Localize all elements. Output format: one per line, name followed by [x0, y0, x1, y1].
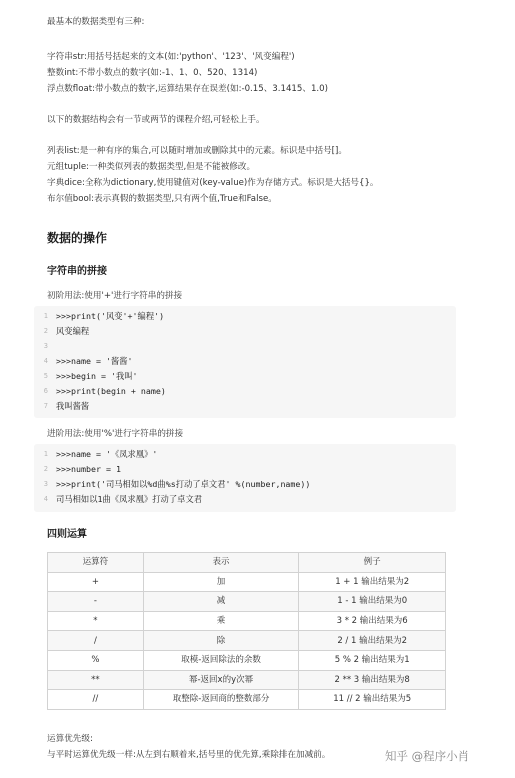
table-row [48, 631, 446, 651]
table-row [48, 611, 446, 631]
watermark: 知乎 @程序小肖 [385, 749, 470, 763]
table-cell: 幂-返回x的y次幂 [143, 670, 299, 690]
code-line: 1 >>>print('风变'+'编程') [43, 311, 165, 321]
subsection-title-concat: 字符串的拼接 [47, 266, 107, 277]
type-float: 浮点数float:带小数点的数字,运算结果存在误差(如:-0.15、3.1415、1.0) [47, 84, 328, 94]
type-list: 列表list:是一种有序的集合,可以随时增加或删除其中的元素。标识是中括号[]。 [47, 146, 347, 156]
advanced-usage-text: 进阶用法:使用'%'进行字符串的拼接 [47, 429, 184, 439]
code-block-advanced [34, 444, 456, 512]
table-cell: 减 [143, 592, 299, 612]
intro-heading: 最基本的数据类型有三种: [47, 17, 145, 27]
code-block-basic [34, 306, 456, 418]
table-cell: + [48, 572, 144, 592]
code-line: 7 我叫酱酱 [43, 401, 90, 411]
type-bool: 布尔值bool:表示真假的数据类型,只有两个值,True和False。 [47, 194, 277, 204]
type-tuple: 元组tuple:一种类似列表的数据类型,但是不能被修改。 [47, 162, 256, 172]
code-line: 2 >>>number = 1 [43, 464, 121, 474]
table-cell: / [48, 631, 144, 651]
code-line: 3 [43, 342, 48, 350]
table-row [48, 670, 446, 690]
table-header: 例子 [299, 553, 446, 573]
code-line: 4 司马相如以1曲《凤求凰》打动了卓文君 [43, 494, 203, 504]
table-cell: 2 ** 3 输出结果为8 [299, 670, 446, 690]
code-line: 5 >>>begin = '我叫' [43, 371, 138, 381]
code-line: 4 >>>name = '酱酱' [43, 356, 133, 366]
table-cell: 3 * 2 输出结果为6 [299, 611, 446, 631]
table-cell: 1 + 1 输出结果为2 [299, 572, 446, 592]
table-cell: ** [48, 670, 144, 690]
table-header: 表示 [143, 553, 299, 573]
structures-note: 以下的数据结构会有一节或两节的课程介绍,可轻松上手。 [47, 115, 265, 125]
table-row [48, 690, 446, 710]
table-cell: 11 // 2 输出结果为5 [299, 690, 446, 710]
table-cell: 1 - 1 输出结果为0 [299, 592, 446, 612]
table-cell: 乘 [143, 611, 299, 631]
type-str: 字符串str:用括号括起来的文本(如:'python'、'123'、'风变编程') [47, 52, 295, 62]
type-int: 整数int:不带小数点的数字(如:-1、1、0、520、1314) [47, 68, 258, 78]
table-cell: 除 [143, 631, 299, 651]
code-line: 3 >>>print('司马相如以%d曲%s打动了卓文君' %(number,name)) [43, 479, 311, 489]
code-line: 1 >>>name = '《凤求凰》' [43, 449, 158, 459]
table-row [48, 650, 446, 670]
table-cell: 加 [143, 572, 299, 592]
basic-usage-text: 初阶用法:使用'+'进行字符串的拼接 [47, 291, 183, 301]
section-title-ops: 数据的操作 [47, 231, 108, 245]
code-line: 2 风变编程 [43, 326, 90, 336]
table-header: 运算符 [48, 553, 144, 573]
subsection-title-arith: 四则运算 [47, 529, 87, 540]
priority-title: 运算优先级: [47, 734, 93, 744]
table-cell: 取整除-返回商的整数部分 [143, 690, 299, 710]
operators-table [47, 552, 446, 710]
table-cell: % [48, 650, 144, 670]
table-cell: 2 / 1 输出结果为2 [299, 631, 446, 651]
table-cell: 取模-返回除法的余数 [143, 650, 299, 670]
table-header-row [48, 553, 446, 573]
priority-text: 与平时运算优先级一样:从左到右顺着来,括号里的优先算,乘除排在加减前。 [47, 750, 331, 760]
table-cell: - [48, 592, 144, 612]
table-row [48, 592, 446, 612]
table-row [48, 572, 446, 592]
code-line: 6 >>>print(begin + name) [43, 386, 166, 396]
table-cell: // [48, 690, 144, 710]
table-cell: * [48, 611, 144, 631]
type-dict: 字典dice:全称为dictionary,使用键值对(key-value)作为存储方式。标识是大括号{}。 [47, 178, 379, 188]
table-cell: 5 % 2 输出结果为1 [299, 650, 446, 670]
